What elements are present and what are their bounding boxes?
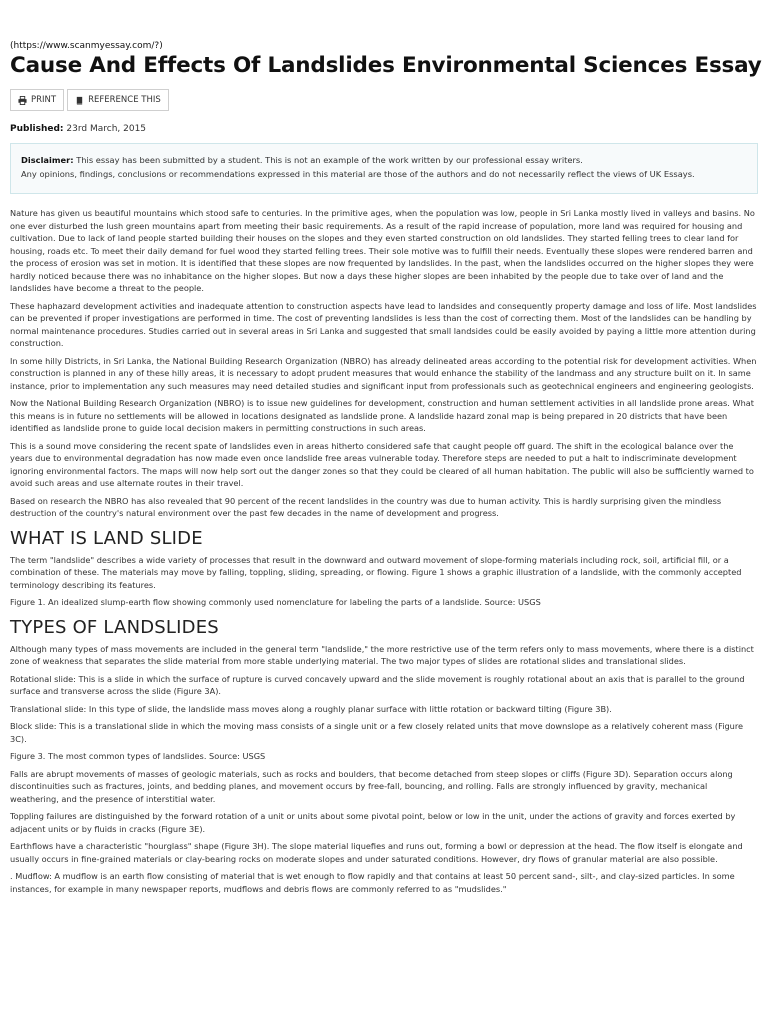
paragraph: Nature has given us beautiful mountains which stood safe to centuries. In the primitive ages, when the population was low, people in Sri Lanka mostly lived in valleys and basins. No one ever disturbed the lush green mountains apart from meeting their basic requirements. As a result of the rapid increase of population, more land was required for housing and cultivation. Due to lack of land people started building their houses on the slopes and they even started construction on old landslides. They started felling trees to clear land for housing, roads etc. To meet their daily demand for fuel wood they started felling trees. Their sole motive was to fulfill their needs. Eventually these slopes were rendered barren and the process of erosion was set in motion. It is identified that these slopes are now frequented by landslides. In the past, when the landslides occurred on the higher slopes they were hardly noticed because there was no inhabitance on the higher slopes. But now a days these higher slopes are been inhabited by the people due to take over of land and the landslides have become a threat to the people. [10,208,755,293]
published-line [10,124,146,134]
essay-body [10,207,758,900]
section-heading-what-is-landslide: WHAT IS LAND SLIDE [10,527,203,549]
published-label: Published: [10,124,64,134]
paragraph: Block slide: This is a translational slide in which the moving mass consists of a single unit or a few closely related units that move downslope as a relatively coherent mass (Figure 3C). [10,721,744,744]
paragraph: . Mudflow: A mudflow is an earth flow consisting of material that is wet enough to flow rapidly and that contains at least 50 percent sand-, silt-, and clay-sized particles. In some instances, for example in many newspaper reports, mudflows and debris flows are commonly referred to as "mudslides." [10,871,735,894]
paragraph: Rotational slide: This is a slide in which the surface of rupture is curved concavely upward and the slide movement is roughly rotational about an axis that is parallel to the ground surface and transverse across the slide (Figure 3A). [10,673,745,696]
paragraph: Translational slide: In this type of slide, the landslide mass moves along a roughly planar surface with little rotation or backward tilting (Figure 3B). [10,703,612,714]
disclaimer-box [10,143,758,194]
paragraph: This is a sound move considering the recent spate of landslides even in areas hitherto considered safe that caught people off guard. The shift in the ecological balance over the years due to environmental degradation has now made even once landslide free areas vulnerable today. Therefore steps are needed to put a halt to indiscriminate development ignoring environmental factors. The maps will now help sort out the danger zones so that they could be cleared of all human habitation. The public will also be sufficiently warned to avoid such areas and use alternate routes in their travel. [10,440,754,488]
book-icon [75,96,84,105]
figure-caption: Figure 1. An idealized slump-earth flow showing commonly used nomenclature for labeling the parts of a landslide. Source: USGS [10,597,541,607]
printer-icon [18,96,27,105]
print-label: PRINT [31,95,57,105]
section-heading-types-of-landslides: TYPES OF LANDSLIDES [10,616,219,638]
paragraph: In some hilly Districts, in Sri Lanka, the National Building Research Organization (NBRO) has already delineated areas according to the potential risk for development activities. When construction is planned in any of these hilly areas, it is necessary to adopt prudent measures that would enhance the stability of the landmass and any structure built on it. In same instance, prior to implementation any such measures may need detailed studies and significant input from professionals such as geotechnical engineers and engineering geologists. [10,355,757,391]
paragraph: Earthflows have a characteristic "hourglass" shape (Figure 3H). The slope material liquefies and runs out, forming a bowl or depression at the head. The flow itself is elongate and usually occurs in fine-grained materials or clay-bearing rocks on moderate slopes and under saturated conditions. However, dry flows of granular material are also possible. [10,841,743,864]
paragraph: Falls are abrupt movements of masses of geologic materials, such as rocks and boulders, that become detached from steep slopes or cliffs (Figure 3D). Separation occurs along discontinuities such as fractures, joints, and bedding planes, and movement occurs by free-fall, bouncing, and rolling. Falls are strongly influenced by gravity, mechanical weathering, and the presence of interstitial water. [10,768,733,804]
reference-label: REFERENCE THIS [88,95,161,105]
figure-caption: Figure 3. The most common types of landslides. Source: USGS [10,751,266,761]
paragraph: Now the National Building Research Organization (NBRO) is to issue new guidelines for development, construction and human settlement activities in all landslide prone areas. What this means is in future no settlements will be allowed in locations designated as landslide prone. A landslide hazard zonal map is being prepared in 20 districts that have been identified as landslide prone to guide local decision makers in permitting constructions in such areas. [10,398,754,433]
disclaimer-text-2: Any opinions, findings, conclusions or recommendations expressed in this material are those of the authors and do not necessarily reflect the views of UK Essays. [21,169,695,179]
paragraph: These haphazard development activities and inadequate attention to construction aspects have lead to landsides and consequently property damage and loss of life. Most landslides can be prevented if proper investigations are performed in time. The cost of preventing landslides is less than the cost of correcting them. Most of the landslides can be handling by normal maintenance procedures. Studies carried out in several areas in Sri Lanka and suggested that small landsides could be easily avoided by paying a little more attention during construction. [10,300,757,348]
source-url[interactable]: (https://www.scanmyessay.com/?) [10,41,163,51]
paragraph: Although many types of mass movements are included in the general term "landslide," the more restrictive use of the term refers only to mass movements, where there is a distinct zone of weakness that separates the slide material from more stable underlying material. The two major types of slides are rotational slides and translational slides. [10,643,754,666]
disclaimer-text-1: This essay has been submitted by a student. This is not an example of the work written by our professional essay writers. [76,155,583,165]
published-date: 23rd March, 2015 [66,124,147,134]
paragraph: The term "landslide" describes a wide variety of processes that result in the downward and outward movement of slope-forming materials including rock, soil, artificial fill, or a combination of these. The materials may move by falling, toppling, sliding, spreading, or flowing. Figure 1 shows a graphic illustration of a landslide, with the commonly accepted terminology describing its features. [10,554,742,590]
paragraph: Toppling failures are distinguished by the forward rotation of a unit or units about some pivotal point, below or low in the unit, under the actions of gravity and forces exerted by adjacent units or by fluids in cracks (Figure 3E). [10,811,736,834]
disclaimer-line-1 [21,153,747,167]
action-buttons [10,89,169,111]
print-button[interactable] [10,89,64,111]
reference-button[interactable] [67,89,169,111]
page-title: Cause And Effects Of Landslides Environmental Sciences Essay [10,53,762,78]
paragraph: Based on research the NBRO has also revealed that 90 percent of the recent landslides in the country was due to human activity. This is hardly surprising given the mindless destruction of the country's natural environment over the past few decades in the name of development and progress. [10,495,722,518]
disclaimer-label: Disclaimer: [21,155,74,165]
